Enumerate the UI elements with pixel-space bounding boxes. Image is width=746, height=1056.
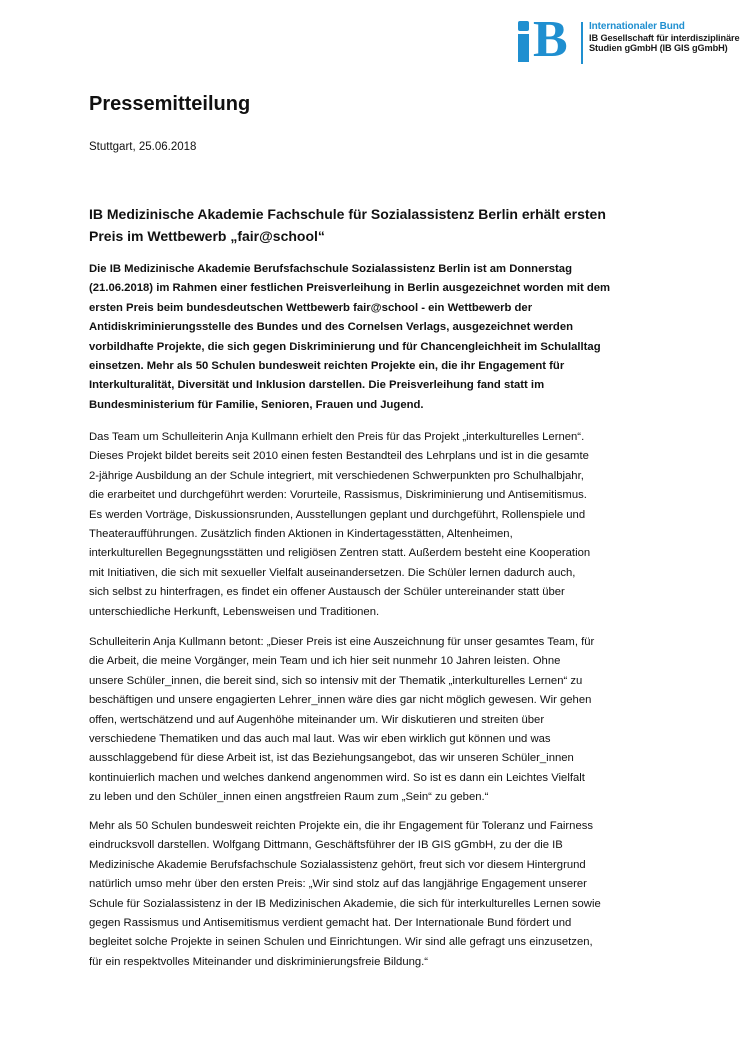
text-line: Es werden Vorträge, Diskussionsrunden, Ausstellungen geplant und durchgeführt, Rollenspiele und — [89, 508, 586, 521]
text-line: unterschiedliche Herkunft, Lebensweisen und Traditionen. — [89, 605, 380, 618]
logo-text — [589, 22, 740, 54]
press-title-line: IB Medizinische Akademie Fachschule für Sozialassistenz Berlin erhält ersten — [89, 206, 606, 222]
text-line: Das Team um Schulleiterin Anja Kullmann erhielt den Preis für das Projekt „interkulturelles Lernen“. — [89, 431, 585, 443]
text-line: 2-jährige Ausbildung an der Schule integriert, mit verschiedenen Schwerpunkten pro Schulhalbjahr, — [89, 469, 584, 482]
text-line: die erarbeitet und durchgeführt werden: Vorurteile, Rassismus, Diskriminierung und Antisemitismus. — [89, 489, 587, 502]
text-line: vorbildhafte Projekte, die sich gegen Diskriminierung und für Chancengleichheit im Schulalltag — [89, 340, 601, 353]
lead-paragraph — [89, 260, 664, 415]
text-line: natürlich umso mehr über den ersten Preis: „Wir sind stolz auf das langjährige Engagement unserer — [89, 878, 587, 891]
ib-logo-mark: B — [515, 20, 577, 64]
text-line: Interkulturalität, Diversität und Inklusion darstellen. Die Preisverleihung fand statt im — [89, 379, 545, 392]
text-line: für ein respektvolles Miteinander und diskriminierungsfreie Bildung.“ — [89, 955, 429, 968]
text-line: einsetzen. Mehr als 50 Schulen bundesweit reichten Projekte ein, die ihr Engagement für — [89, 360, 565, 373]
text-line: Die IB Medizinische Akademie Berufsfachschule Sozialassistenz Berlin ist am Donnerstag — [89, 263, 572, 275]
text-line: zu leben und den Schüler_innen einen angstfreien Raum zum „Sein“ zu geben.“ — [89, 791, 489, 804]
text-line: Mehr als 50 Schulen bundesweit reichten Projekte ein, die ihr Engagement für Toleranz und Fairness — [89, 820, 594, 832]
text-line: Bundesministerium für Familie, Senioren, Frauen und Jugend. — [89, 398, 424, 411]
text-line: gegen Rassismus und Antisemitismus verdient gemacht hat. Der Internationale Bund fördert und — [89, 917, 572, 930]
text-line: begleitet solche Projekte in seinen Schulen und Einrichtungen. Wir sind alle gefragt uns einzusetzen, — [89, 936, 593, 949]
text-line: Schule für Sozialassistenz in der IB Medizinischen Akademie, die sich für interkulturelles Lernen sowie — [89, 897, 601, 910]
logo-line-3: Studien gGmbH (IB GIS gGmbH) — [589, 43, 728, 54]
text-line: verschiedene Thematiken und das auch mal laut. Was wir eben wirklich gut können und was — [89, 733, 551, 746]
text-line: Theateraufführungen. Zusätzlich finden Aktionen in Kindertagesstätten, Altenheimen, — [89, 528, 513, 541]
press-title-line: Preis im Wettbewerb „fair@school“ — [89, 228, 325, 244]
text-line: kontinuierlich machen und welches dankend angenommen wird. So ist es dann ein Leichtes Vielfalt — [89, 771, 585, 784]
text-line: (21.06.2018) im Rahmen einer festlichen Preisverleihung in Berlin ausgezeichnet worden mit dem — [89, 282, 611, 295]
text-line: ausschlaggebend für diese Arbeit ist, ist das Beziehungsangebot, das wir unseren Schüler_innen — [89, 752, 574, 765]
press-title — [89, 203, 669, 247]
body-paragraph-1 — [89, 428, 664, 622]
text-line: offen, wertschätzend und auf Augenhöhe miteinander um. Wir diskutieren und streiten über — [89, 713, 545, 726]
text-line: Medizinische Akademie Berufsfachschule Sozialassistenz gehört, freut sich vor diesem Hintergrund — [89, 858, 586, 871]
text-line: die Arbeit, die meine Vorgänger, mein Team und ich hier seit nunmehr 10 Jahren leisten. Ohne — [89, 655, 561, 668]
text-line: Antidiskriminierungsstelle des Bundes und des Cornelsen Verlags, ausgezeichnet werden — [89, 321, 574, 334]
body-paragraph-2 — [89, 633, 664, 808]
body-paragraph-3 — [89, 817, 664, 972]
text-line: interkulturellen Begegnungsstätten und religiösen Zentren statt. Außerdem besteht eine Kooperation — [89, 547, 591, 560]
page-heading: Pressemitteilung — [89, 93, 251, 115]
text-line: Schulleiterin Anja Kullmann betont: „Dieser Preis ist eine Auszeichnung für unser gesamtes Team, für — [89, 636, 595, 648]
text-line: unsere Schüler_innen, die bereit sind, sich so intensiv mit der Thematik „interkulturelles Lernen“ zu — [89, 674, 583, 687]
logo-line-2: IB Gesellschaft für interdisziplinäre — [589, 32, 740, 43]
logo-org-name: Internationaler Bund — [589, 21, 685, 32]
text-line: sich selbst zu hinterfragen, es findet ein offener Austausch der Schüler untereinander statt über — [89, 586, 565, 599]
text-line: ersten Preis beim bundesdeutschen Wettbewerb fair@school - ein Wettbewerb der — [89, 301, 533, 314]
ib-logo — [515, 11, 740, 68]
text-line: mit Initiativen, die sich mit sexueller Vielfalt auseinandersetzen. Die Schüler lernen dadurch auch, — [89, 566, 576, 579]
text-line: Dieses Projekt bildet bereits seit 2010 einen festen Bestandteil des Lehrplans und ist in die gesamte — [89, 450, 589, 463]
text-line: eindrucksvoll darstellen. Wolfgang Dittmann, Geschäftsführer der IB GIS gGmbH, zu der die IB — [89, 839, 563, 852]
date-line: Stuttgart, 25.06.2018 — [89, 141, 197, 153]
logo-divider — [581, 22, 583, 64]
text-line: beschäftigen und unsere engagierten Lehrer_innen wäre dies gar nicht möglich gewesen. Wir gehen — [89, 694, 592, 707]
